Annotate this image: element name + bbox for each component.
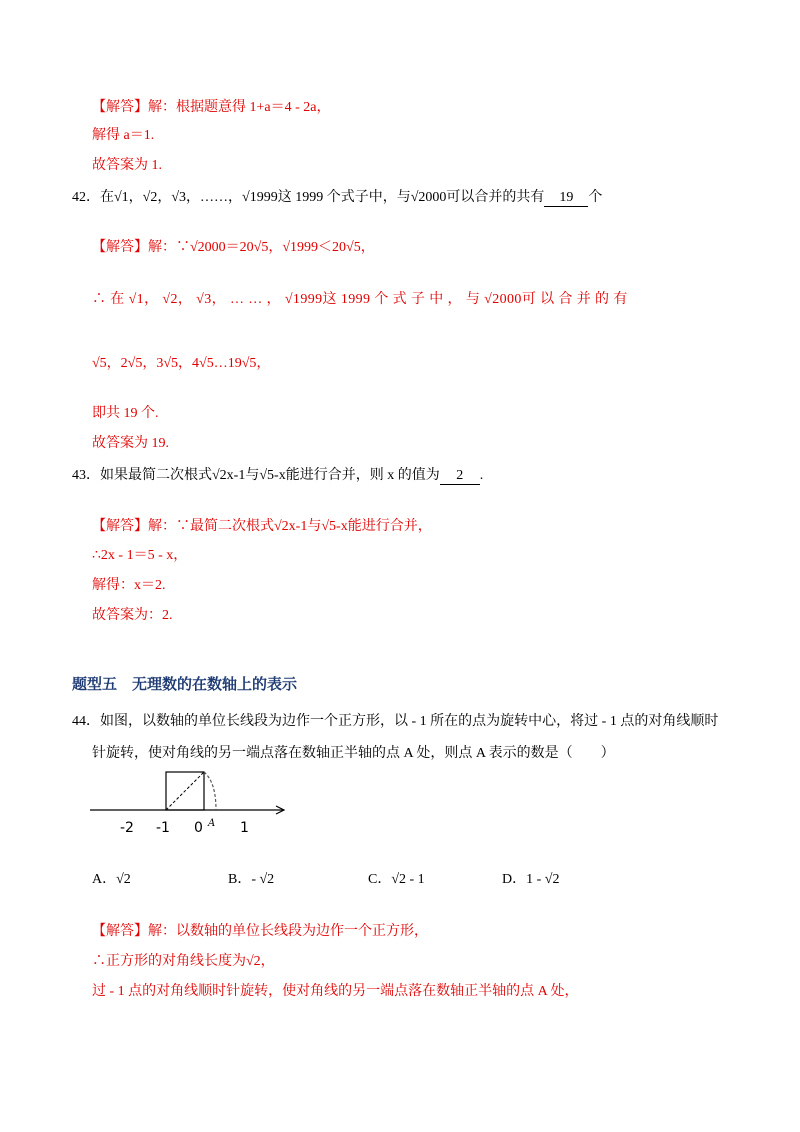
point-label-a: A [208, 818, 216, 829]
question-44-line-2: 针旋转，使对角线的另一端点落在数轴正半轴的点 A 处，则点 A 表示的数是（ ） [92, 746, 615, 761]
answer-43-line-4: 故答案为：2. [92, 608, 173, 623]
question-43-text: 43．如果最简二次根式√2x-1与√5-x能进行合并，则 x 的值为 [72, 468, 440, 483]
answer-42-line-4: 即共 19 个. [92, 406, 159, 421]
tick-label-0: 0 [194, 820, 203, 836]
answer-41-line-1: 【解答】解：根据题意得 1+a＝4 - 2a， [92, 100, 331, 115]
answer-43-line-2: ∴2x - 1＝5 - x， [92, 548, 188, 563]
question-42 [72, 188, 602, 208]
option-c: C．√2 - 1 [368, 872, 425, 887]
section-heading: 题型五 无理数的在数轴上的表示 [72, 675, 298, 693]
question-42-tail: 个 [588, 190, 603, 205]
answer-43-line-1: 【解答】解：∵最简二次根式√2x-1与√5-x能进行合并， [92, 519, 432, 534]
tick-label-1: 1 [240, 820, 249, 836]
question-44-line-1: 44．如图，以数轴的单位长线段为边作一个正方形，以 - 1 所在的点为旋转中心，将过 - 1 点的对角线顺时 [72, 714, 719, 729]
question-43 [72, 466, 483, 486]
number-line-figure [88, 770, 298, 842]
answer-44-line-2: ∴正方形的对角线长度为√2， [92, 954, 275, 969]
option-a: A．√2 [92, 872, 131, 887]
answer-41-line-3: 故答案为 1. [92, 158, 162, 173]
answer-41-line-2: 解得 a＝1. [92, 128, 155, 143]
question-42-text: 42．在√1，√2，√3，……，√1999这 1999 个式子中，与√2000可以合并的共有 [72, 190, 545, 205]
answer-44-line-1: 【解答】解：以数轴的单位长线段为边作一个正方形， [92, 924, 428, 939]
question-43-tail: . [479, 468, 484, 483]
answer-44-line-3: 过 - 1 点的对角线顺时针旋转，使对角线的另一端点落在数轴正半轴的点 A 处， [92, 984, 579, 999]
answer-42-line-2: ∴ 在 √1， √2， √3， … … ， √1999这 1999 个 式 子 中 ， 与 √2000可 以 合 并 的 有 [92, 292, 628, 307]
answer-43-line-3: 解得：x＝2. [92, 578, 166, 593]
option-b: B．- √2 [228, 872, 275, 887]
answer-42-line-5: 故答案为 19. [92, 436, 169, 451]
option-d: D．1 - √2 [502, 872, 560, 887]
answer-42-line-1: 【解答】解：∵√2000＝20√5，√1999＜20√5， [92, 240, 375, 255]
square-diagonal [166, 772, 204, 810]
answer-42-line-3: √5，2√5，3√5，4√5…19√5， [92, 356, 271, 371]
tick-label-neg1: -1 [156, 820, 170, 836]
question-42-answer-blank: 19 [544, 190, 588, 207]
tick-label-neg2: -2 [120, 820, 134, 836]
question-43-answer-blank: 2 [440, 468, 480, 485]
rotation-arc [204, 772, 216, 810]
